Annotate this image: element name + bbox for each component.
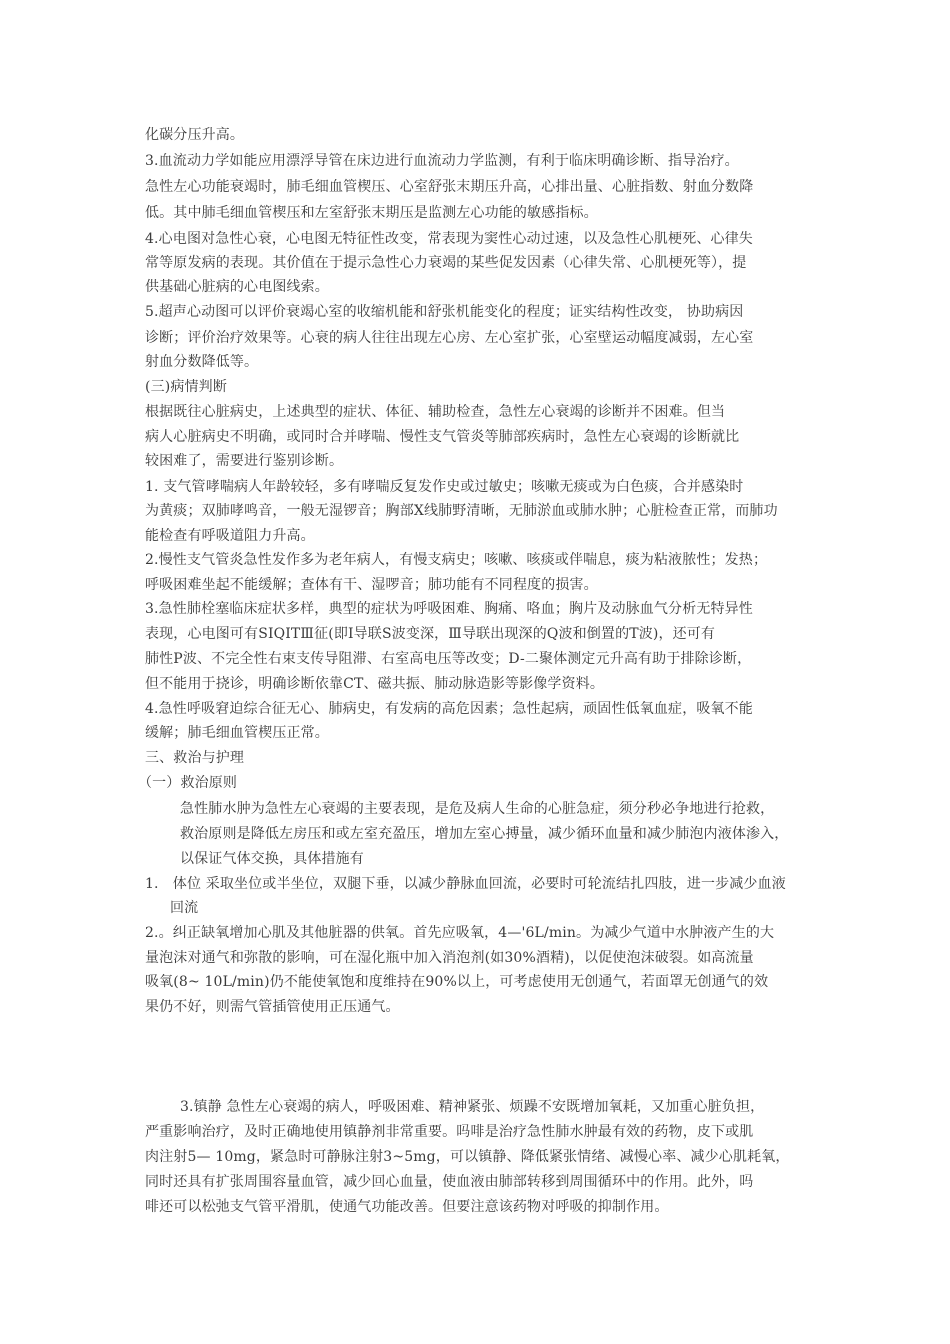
text-line: 4.心电图对急性心衰，心电图无特征性改变，常表现为窦性心动过速，以及急性心肌梗死、心律失: [145, 231, 753, 247]
text-line: 急性左心功能衰竭时，肺毛细血管楔压、心室舒张末期压升高，心排出量、心脏指数、射血分数降: [145, 179, 754, 195]
text-line: 较困难了，需要进行鉴别诊断。: [145, 453, 344, 469]
text-line: 3.镇静 急性左心衰竭的病人，呼吸困难、精神紧张、烦躁不安既增加氧耗，又加重心脏负担，: [180, 1099, 765, 1115]
text-line: 2.。纠正缺氧增加心肌及其他脏器的供氧。首先应吸氧，4—'6L/min。为减少气道中水肿液产生的大: [145, 925, 775, 941]
text-line: 以保证气体交换，具体措施有: [180, 851, 364, 867]
text-line: 5.超声心动图可以评价衰竭心室的收缩机能和舒张机能变化的程度；证实结构性改变， 协助病因: [145, 304, 744, 320]
text-line: 回流: [170, 900, 199, 916]
section-heading: (三)病情判断: [145, 379, 227, 395]
text-line: 救治原则是降低左房压和或左室充盈压，增加左室心搏量，减少循环血量和减少肺泡内液体渗入，: [180, 826, 789, 842]
text-line: 射血分数降低等。: [145, 354, 259, 370]
text-line: 果仍不好，则需气管插管使用正压通气。: [145, 999, 400, 1015]
text-line: 肉注射5— 10mg，紧急时可静脉注射3~5mg，可以镇静、降低紧张情绪、减慢心率、减少心肌耗氧，: [145, 1149, 790, 1165]
text-line: 同时还具有扩张周围容量血管，减少回心血量，使血液由肺部转移到周围循环中的作用。此外，吗: [145, 1174, 754, 1190]
text-line: 病人心脏病史不明确，或同时合并哮喘、慢性支气管炎等肺部疾病时，急性左心衰竭的诊断就比: [145, 429, 740, 445]
text-line: 1. 支气管哮喘病人年龄较轻，多有哮喘反复发作史或过敏史；咳嗽无痰或为白色痰，合并感染时: [145, 479, 744, 495]
text-line: 缓解；肺毛细血管楔压正常。: [145, 725, 329, 741]
text-line: 3.急性肺栓塞临床症状多样，典型的症状为呼吸困难、胸痛、咯血；胸片及动脉血气分析无特异性: [145, 601, 753, 617]
text-line: 2.慢性支气管炎急性发作多为老年病人，有慢支病史；咳嗽、咳痰或伴喘息，痰为粘液脓性；发热；: [145, 552, 768, 568]
text-line: 能检查有呼吸道阻力升高。: [145, 528, 315, 544]
text-line: 低。其中肺毛细血管楔压和左室舒张末期压是监测左心功能的敏感指标。: [145, 205, 598, 221]
text-line: 1. 体位 采取坐位或半坐位，双腿下垂，以减少静脉血回流，必要时可轮流结扎四肢，进一步减少血液: [145, 876, 786, 892]
text-line: 量泡沫对通气和弥散的影响，可在湿化瓶中加入消泡剂(如30%酒精)，以促使泡沫破裂。如高流量: [145, 950, 754, 966]
text-line: 吸氧(8~ 10L/min)仍不能使氧饱和度维持在90%以上，可考虑使用无创通气，若面罩无创通气的效: [145, 974, 769, 990]
text-line: 化碳分压升高。: [145, 127, 245, 143]
text-line: 诊断；评价治疗效果等。心衰的病人往往出现左心房、左心室扩张，心室壁运动幅度减弱，左心室: [145, 330, 754, 346]
text-line: 表现，心电图可有SⅠQⅠTⅢ征(即Ⅰ导联S波变深，Ⅲ导联出现深的Q波和倒置的T波)，还可有: [145, 626, 716, 642]
text-line: 为黄痰；双肺哮鸣音，一般无湿锣音；胸部X线肺野清晰，无肺淤血或肺水肿；心脏检查正常，而肺功: [145, 503, 778, 519]
subsection-heading: （一）救治原则: [138, 775, 238, 791]
text-line: 常等原发病的表现。其价值在于提示急性心力衰竭的某些促发因素（心律失常、心肌梗死等），提: [145, 255, 747, 271]
text-line: 啡还可以松弛支气管平滑肌，使通气功能改善。但要注意该药物对呼吸的抑制作用。: [145, 1199, 669, 1215]
text-line: 严重影响治疗，及时正确地使用镇静剂非常重要。吗啡是治疗急性肺水肿最有效的药物，皮下或肌: [145, 1124, 754, 1140]
section-heading: 三、救治与护理: [145, 750, 245, 766]
text-line: 急性肺水肿为急性左心衰竭的主要表现，是危及病人生命的心脏急症，须分秒必争地进行抢救，: [180, 801, 775, 817]
text-line: 肺性P波、不完全性右束支传导阻滞、右室高电压等改变；D-二聚体测定元升高有助于排除诊断，: [145, 651, 752, 667]
text-line: 根据既往心脏病史，上述典型的症状、体征、辅助检查，急性左心衰竭的诊断并不困难。但当: [145, 404, 726, 420]
text-line: 4.急性呼吸窘迫综合征无心、肺病史，有发病的高危因素；急性起病，顽固性低氧血症，吸氧不能: [145, 701, 753, 717]
text-line: 3.血流动力学如能应用漂浮导管在床边进行血流动力学监测，有利于临床明确诊断、指导治疗。: [145, 153, 739, 169]
text-line: 但不能用于挠诊，明确诊断依靠CT、磁共振、肺动脉造影等影像学资料。: [145, 676, 604, 692]
text-line: 供基础心脏病的心电图线索。: [145, 279, 329, 295]
text-line: 呼吸困难坐起不能缓解；查体有干、湿啰音；肺功能有不同程度的损害。: [145, 577, 598, 593]
